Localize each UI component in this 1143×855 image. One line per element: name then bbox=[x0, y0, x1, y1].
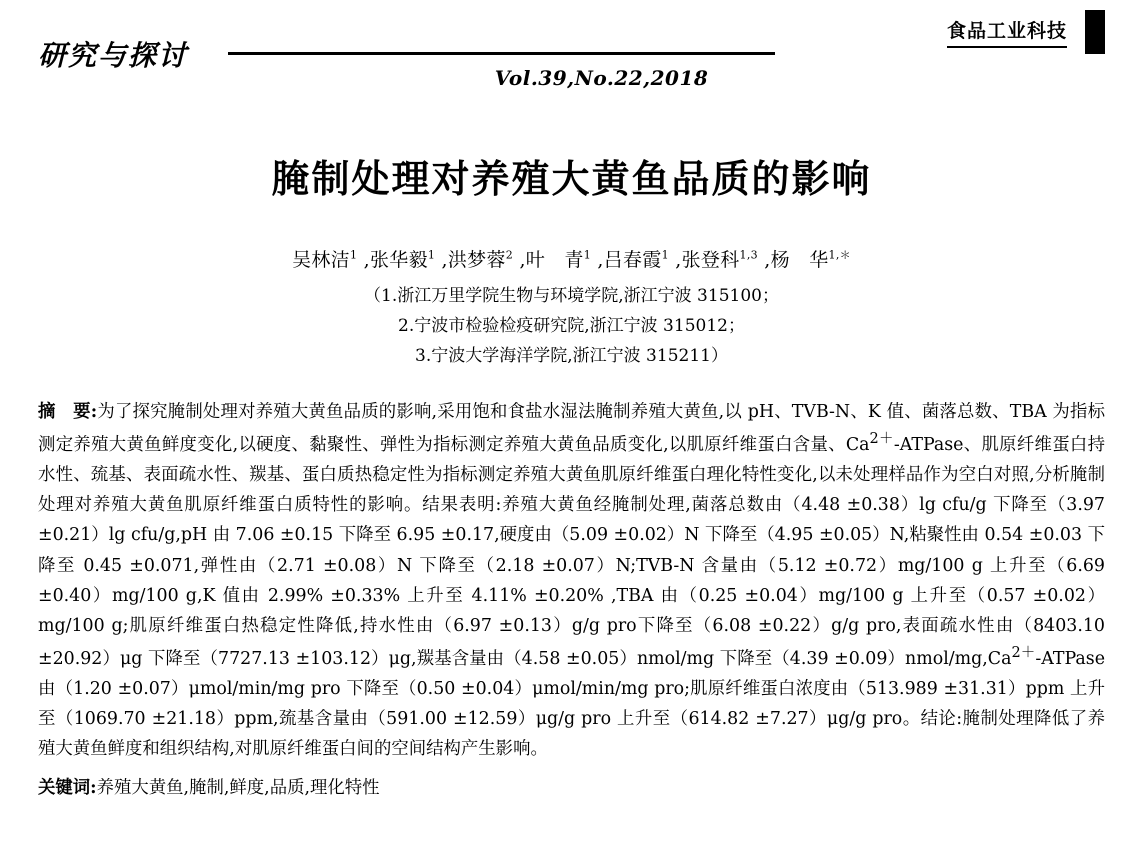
section-label: 研究与探讨 bbox=[38, 39, 189, 72]
header-black-block bbox=[1085, 10, 1105, 54]
affiliation-line: （1.浙江万里学院生物与环境学院,浙江宁波 315100； bbox=[364, 286, 779, 306]
volume-issue-year: Vol.39,No.22,2018 bbox=[494, 66, 709, 90]
abstract-label: 摘 要: bbox=[38, 402, 98, 423]
affiliation-line: 3.宁波大学海洋学院,浙江宁波 315211） bbox=[415, 345, 728, 366]
keywords bbox=[38, 774, 1105, 804]
affiliations bbox=[38, 282, 1105, 371]
header-rule bbox=[228, 52, 775, 55]
journal-name: 食品工业科技 bbox=[947, 16, 1067, 48]
abstract bbox=[38, 397, 1105, 764]
keywords-text: 养殖大黄鱼,腌制,鲜度,品质,理化特性 bbox=[96, 778, 380, 799]
abstract-text: 为了探究腌制处理对养殖大黄鱼品质的影响,采用饱和食盐水湿法腌制养殖大黄鱼,以 pH、TVB-N、K 值、菌落总数、TBA 为指标测定养殖大黄鱼鲜度变化,以硬度、黏聚性、弹性为指标测定养殖大黄鱼品质变化,以肌原纤维蛋白含量、$Ca^{2+}$-ATPase、肌原纤维蛋白持水性、巯基、表面疏水性、羰基、蛋白质热稳定性为指标测定养殖大黄鱼肌原纤维蛋白理化特性变化,以未处理样品作为空白对照,分析腌制处理对养殖大黄鱼肌原纤维蛋白质特性的影响。结果表明:养殖大黄鱼经腌制处理,菌落总数由（4.48 ±0.38）lg cfu/g 下降至（3.97 ±0.21）lg cfu/g,pH 由 7.06 ±0.15 下降至 6.95 ±0.17,硬度由（5.09 ±0.02）N 下降至（4.95 ±0.05）N,粘聚性由 0.54 ±0.03 下降至 0.45 ±0.071,弹性由（2.71 ±0.08）N 下降至（2.18 ±0.07）N;TVB-N 含量由（5.12 ±0.72）mg/100 g 上升至（6.69 ±0.40）mg/100 g,K 值由 2.99% ±0.33% 上升至 4.11% ±0.20% ,TBA 由（0.25 ±0.04）mg/100 g 上升至（0.57 ±0.02）mg/100 g;肌原纤维蛋白热稳定性降低,持水性由（6.97 ±0.13）g/g pro下降至（6.08 ±0.22）g/g pro,表面疏水性由（8403.10 ±20.92）μg 下降至（7727.13 ±103.12）μg,羰基含量由（4.58 ±0.05）nmol/mg 下降至$(4.39 \pm 0.09)nmol/mg,Ca^{2+}$-ATPase 由（1.20 ±0.07）μmol/min/mg pro 下降至（0.50 ±0.04）μmol/min/mg pro;肌原纤维蛋白浓度由（513.989 ±31.31）ppm 上升至（1069.70 ±21.18）ppm,巯基含量由（591.00 ±12.59）μg/g pro 上升至（614.82 ±7.27）μg/g pro。结论:腌制处理降低了养殖大黄鱼鲜度和组织结构,对肌原纤维蛋白间的空间结构产生影响。 bbox=[38, 402, 1105, 760]
page-title: 腌制处理对养殖大黄鱼品质的影响 bbox=[271, 157, 872, 201]
affiliation-line: 2.宁波市检验检疫研究院,浙江宁波 315012； bbox=[398, 315, 745, 336]
running-head bbox=[38, 0, 1105, 96]
author-list: 吴林洁$^1$ ,张华毅$^1$ ,洪梦蓉$^2$ ,叶 青$^1$ ,吕春霞$^1$ ,张登科$^{1,3}$ ,杨 华$^{1,*}$ bbox=[292, 248, 851, 271]
keywords-label: 关键词: bbox=[38, 778, 97, 799]
